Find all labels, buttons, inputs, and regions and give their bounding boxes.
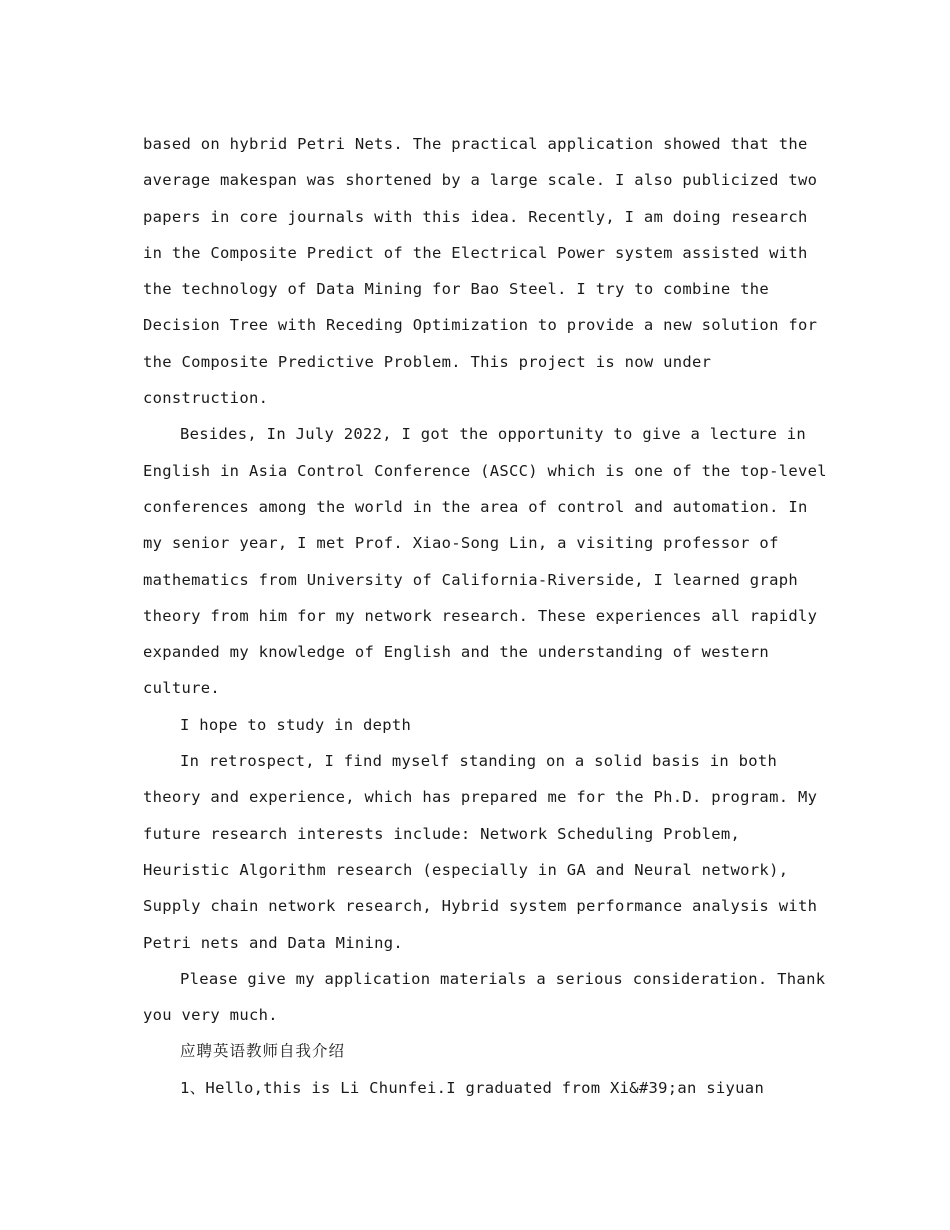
paragraph-experience <box>143 416 827 706</box>
text-line: you very much. <box>143 1006 278 1025</box>
text-line: 1、Hello,this is Li Chunfei.I graduated from Xi&#39;an siyuan <box>180 1078 765 1097</box>
text-line: conferences among the world in the area of control and automation. In <box>143 497 808 516</box>
text-line: the Composite Predictive Problem. This project is now under <box>143 352 712 371</box>
paragraph-retrospect <box>143 743 818 961</box>
text-line: average makespan was shortened by a large scale. I also publicized two <box>143 171 818 190</box>
text-line: mathematics from University of California-Riverside, I learned graph <box>143 570 798 589</box>
text-line: theory from him for my network research. These experiences all rapidly <box>143 606 818 625</box>
text-line: Supply chain network research, Hybrid system performance analysis with <box>143 897 818 916</box>
text-line: papers in core journals with this idea. Recently, I am doing research <box>143 207 808 226</box>
text-line: Please give my application materials a serious consideration. Thank <box>180 969 826 988</box>
text-line: based on hybrid Petri Nets. The practical application showed that the <box>143 135 808 153</box>
document-body <box>143 126 827 1106</box>
paragraph-hope <box>143 707 811 743</box>
text-line: Heuristic Algorithm research (especially in GA and Neural network), <box>143 860 789 879</box>
text-line: my senior year, I met Prof. Xiao-Song Lin, a visiting professor of <box>143 534 779 553</box>
text-line: construction. <box>143 389 269 408</box>
text-line: I hope to study in depth <box>180 715 412 734</box>
text-line: English in Asia Control Conference (ASCC) which is one of the top-level <box>143 461 827 480</box>
text-line: theory and experience, which has prepared me for the Ph.D. program. My <box>143 788 818 807</box>
paragraph-intro <box>143 1070 811 1106</box>
text-line: Decision Tree with Receding Optimization to provide a new solution for <box>143 316 818 335</box>
section-heading <box>143 1033 811 1069</box>
text-line: Petri nets and Data Mining. <box>143 933 404 952</box>
paragraph-closing <box>143 961 826 1034</box>
paragraph-research-continuation <box>143 126 818 416</box>
text-line: in the Composite Predict of the Electrical Power system assisted with <box>143 243 808 262</box>
text-line: future research interests include: Network Scheduling Problem, <box>143 824 741 843</box>
text-line: culture. <box>143 679 221 698</box>
text-line: the technology of Data Mining for Bao Steel. I try to combine the <box>143 280 770 299</box>
text-line: Besides, In July 2022, I got the opportunity to give a lecture in <box>180 425 807 444</box>
text-line: expanded my knowledge of English and the understanding of western <box>143 643 770 662</box>
text-line: In retrospect, I find myself standing on a solid basis in both <box>180 752 778 771</box>
heading-text: 应聘英语教师自我介绍 <box>180 1042 346 1061</box>
